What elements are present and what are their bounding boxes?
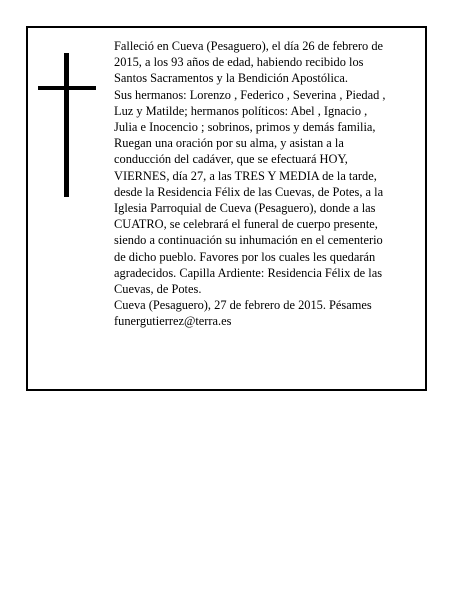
obituary-line: Iglesia Parroquial de Cueva (Pesaguero), donde a las (114, 201, 376, 216)
obituary-text (114, 38, 418, 330)
obituary-line: 2015, a los 93 años de edad, habiendo recibido los (114, 55, 364, 70)
cross-vertical-bar (64, 53, 69, 197)
obituary-line: Falleció en Cueva (Pesaguero), el día 26 de febrero de (114, 39, 384, 53)
email-link[interactable]: funergutierrez@terra.es (114, 314, 232, 329)
cross-horizontal-bar (38, 86, 96, 90)
obituary-line: Ruegan una oración por su alma, y asistan a la (114, 136, 344, 151)
obituary-line: Cuevas, de Potes. (114, 282, 202, 297)
obituary-line: CUATRO, se celebrará el funeral de cuerpo presente, (114, 217, 378, 232)
obituary-line: VIERNES, día 27, a las TRES Y MEDIA de la tarde, (114, 168, 377, 183)
obituary-line: Luz y Matilde; hermanos políticos: Abel , Ignacio , (114, 103, 368, 118)
obituary-line: Sus hermanos: Lorenzo , Federico , Severina , Piedad , (114, 87, 386, 102)
obituary-line: agradecidos. Capilla Ardiente: Residencia Félix de las (114, 265, 383, 280)
obituary-line: Cueva (Pesaguero), 27 de febrero de 2015. Pésames (114, 298, 372, 313)
obituary-line: de dicho pueblo. Favores por los cuales les quedarán (114, 249, 376, 264)
obituary-line: conducción del cadáver, que se efectuará HOY, (114, 152, 348, 167)
cross-icon (38, 53, 96, 197)
obituary-line: siendo a continuación su inhumación en el cementerio (114, 233, 383, 248)
obituary-line: desde la Residencia Félix de las Cuevas, de Potes, a la (114, 184, 384, 199)
obituary-line: Julia e Inocencio ; sobrinos, primos y demás familia, (114, 120, 376, 135)
obituary-line: Santos Sacramentos y la Bendición Apostólica. (114, 71, 349, 86)
